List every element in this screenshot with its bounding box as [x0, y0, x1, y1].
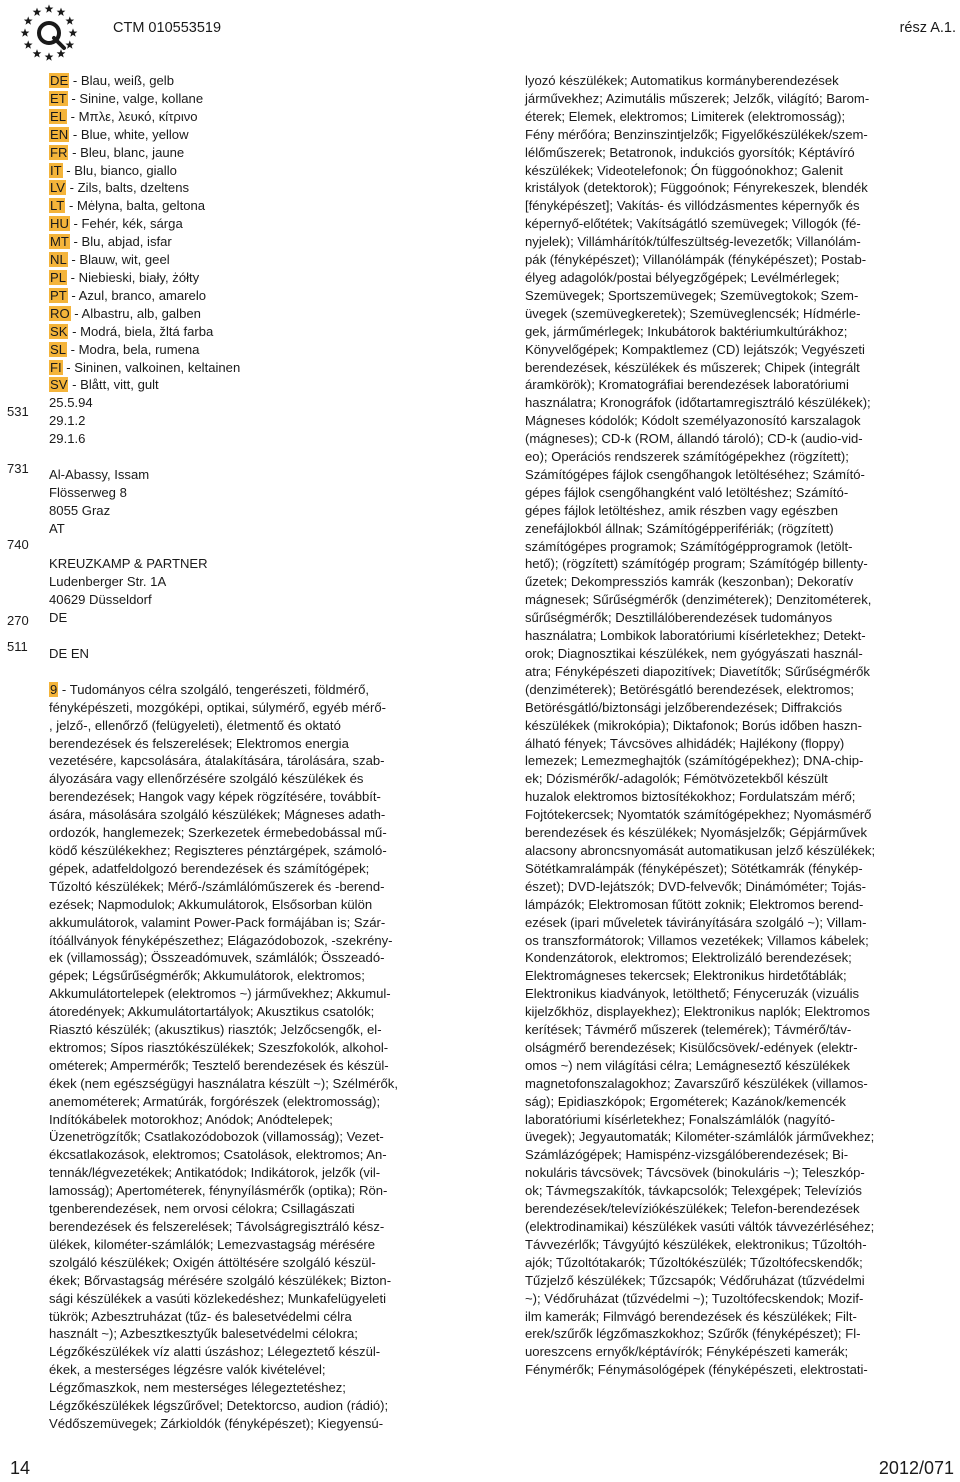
star-icon — [45, 4, 54, 12]
goods-line: Szemüvegek; Sportszemüvegek; Szemüvegtokok; Szem- — [525, 287, 859, 303]
language-code: PT — [50, 287, 67, 303]
goods-line: készülékek (mikrokópia); Diktafonok; Borús időben haszn- — [525, 717, 862, 733]
goods-line: tükrök; Azbesztruházat (tűz- és balesetvédelmi célra — [49, 1308, 352, 1324]
filing-date-line: 25.5.94 — [49, 395, 93, 411]
goods-line: üvegek (szemüvegkeretek); Szemüveglencsék; Hídmérle- — [525, 305, 861, 321]
goods-line: ékek; Bőrvastagság mérésére szolgáló készülékek; Bizton- — [49, 1272, 392, 1288]
goods-line: Légzőmaszkok, nem mesterséges lélegeztetéshez; — [49, 1380, 346, 1396]
goods-line: uoreszcens ernyők/képtávírók; Fényképészeti kamerák; — [525, 1344, 849, 1360]
colour-text: - Mėlyna, balta, geltona — [65, 198, 206, 214]
goods-line: Légzőkészülékek víz alatti úszáshoz; Lélegeztető készül- — [49, 1344, 381, 1360]
star-icon — [45, 52, 54, 60]
goods-line: os transzformátorok; Villamos vezetékek; Villamos kábelek; — [525, 932, 869, 948]
goods-line: ezések (ipari műveletek távirányítására szolgáló ~); Villam- — [525, 914, 867, 930]
colour-entry — [49, 215, 469, 233]
colour-text: - Blu, abjad, isfar — [69, 234, 172, 250]
goods-line: Kondenzátorok, elektromos; Elektrolizáló berendezések; — [525, 950, 852, 966]
colour-text: - Albastru, alb, galben — [70, 305, 201, 321]
colour-entry — [49, 376, 469, 394]
goods-line: ektromos; Sípos riasztókészülékek; Szeszfokolók, alkohol- — [49, 1039, 389, 1055]
language-code: EN — [50, 126, 69, 142]
language-code: FI — [50, 359, 62, 375]
language-code: SL — [50, 341, 67, 357]
goods-line: berendezések; Hangok vagy képek rögzítésére, továbbít- — [49, 789, 381, 805]
goods-line: tennák/légvezetékek; Antikatódok; Indikátorok, jelzők (vil- — [49, 1165, 381, 1181]
goods-line: Elektronikus kiadványok, letölthető; Fényceruzák (vizuális — [525, 986, 860, 1002]
language-code: MT — [50, 234, 69, 250]
goods-line: átoredények; Akkumulátortartályok; Akusztikus csatolók; — [49, 1004, 375, 1020]
goods-line: lamosság); Apertométerek, fénynyílásmérők (optika); Rön- — [49, 1183, 388, 1199]
goods-line: Távvezérlők; Távgyújtó készülékek, elektronikus; Tűzoltóh- — [525, 1236, 867, 1252]
goods-line: fényképészeti, mozgóképi, optikai, súlymérő, egyéb mérő- — [49, 699, 386, 715]
goods-line: álható fények; Távcsöves alhidádék; Hajlékony (floppy) — [525, 735, 845, 751]
colour-text: - Modrá, biela, žltá farba — [68, 323, 214, 339]
goods-line: (denziméterek); Betörésgátló berendezések, elektromos; — [525, 681, 854, 697]
colour-text: - Bleu, blanc, jaune — [68, 144, 185, 160]
euipo-stars-logo — [6, 2, 92, 64]
goods-line: ok; Távmegszakítók, távkapcsolók; Telexgépek; Televíziós — [525, 1183, 862, 1199]
goods-line: észet); DVD-lejátszók; DVD-felvevők; Dinámóméter; Tojás- — [525, 878, 867, 894]
goods-line: zenefájlokból állnak; Számítógépperifériák; (rögzített) — [525, 520, 834, 536]
goods-line: Tűzoltó készülékek; Mérő-/számlálóműszerek és -berend- — [49, 878, 385, 894]
star-icon — [21, 28, 30, 36]
language-code: LT — [50, 198, 65, 214]
field-code-740: 740 — [7, 537, 29, 552]
star-icon — [69, 28, 78, 36]
goods-line: magnetofonszalagokhoz; Zavarszűrő készülékek (villamos- — [525, 1075, 868, 1091]
goods-line: ek; Dózismérők/-adagolók; Fémötvözetekből készült — [525, 771, 828, 787]
goods-line: lámpázók; Elektromosan fűtött zoknik; Elektromos berend- — [525, 896, 864, 912]
goods-line: ködő készülékekhez; Regiszteres pénztárgépek, számoló- — [49, 842, 387, 858]
field-code-270: 270 — [7, 613, 29, 628]
line-spacer — [49, 448, 469, 466]
star-icon — [24, 16, 33, 24]
goods-line: szolgáló készülékek; Oxigén áttöltésére szolgáló készül- — [49, 1254, 376, 1270]
goods-line: használatra; Lombikok laboratóriumi kísérletekhez; Detekt- — [525, 628, 866, 644]
goods-line: berendezések és felszerelések; Távolságregisztráló kész- — [49, 1219, 385, 1234]
goods-text: - Tudományos célra szolgáló, tengerészeti, földmérő, — [58, 681, 370, 697]
goods-line: , jelző-, ellenőrző (felügyeleti), életmentő és oktató — [49, 717, 341, 733]
applicant-line: AT — [49, 520, 65, 536]
goods-line: atra; Fényképészeti diapozitívek; Diavetítők; Sűrűségmérők — [525, 663, 870, 679]
colour-entry — [49, 269, 469, 287]
language-code: RO — [50, 305, 70, 321]
goods-line: berendezések/televíziókészülékek; Telefon-berendezések — [525, 1201, 860, 1217]
goods-line: ométerek; Ampermérők; Tesztelő berendezések és készül- — [49, 1057, 389, 1073]
goods-line: gépek; Légsűrűségmérők; Akkumulátorok, elektromos; — [49, 968, 365, 984]
colour-text: - Blau, weiß, gelb — [69, 73, 174, 88]
colour-entry — [49, 72, 469, 90]
colour-text: - Μπλε, λευκό, κίτρινο — [67, 108, 198, 124]
goods-line: ~); Védőruházat (tűzvédelmi ~); Tuzoltófecskendok; Mozif- — [525, 1290, 864, 1306]
language-code: DE — [50, 73, 69, 88]
goods-line: Számítógépes fájlok csengőhangok letöltéséhez; Számító- — [525, 466, 865, 482]
field-code-531: 531 — [7, 404, 29, 419]
goods-line: készülékek; Videotelefonok; Ón függoónokhoz; Galenit — [525, 162, 843, 178]
goods-line: kerítések; Távmérő műszerek (telemérek); Távmérő/táv- — [525, 1022, 852, 1038]
goods-line: Légzőkészülékek légszűrővel; Detektorcso, audion (rádió); — [49, 1398, 389, 1414]
goods-line: ezések; Napmodulok; Akkumulátorok, Elsősorban külön — [49, 896, 373, 912]
colour-text: - Sinine, valge, kollane — [67, 90, 204, 106]
goods-line: ályozására vagy ellenőrzésére szolgáló készülékek és — [49, 771, 364, 787]
colour-text: - Blått, vitt, gult — [68, 377, 159, 393]
language-code: IT — [50, 162, 62, 178]
bulletin-issue: 2012/071 — [878, 1458, 954, 1478]
colour-entry — [49, 359, 469, 377]
line-spacer — [49, 538, 469, 556]
colour-text: - Sininen, valkoinen, keltainen — [62, 359, 241, 375]
colour-entry — [49, 126, 469, 144]
goods-line: lemezek; Lemezmeghajtók (számítógépekhez); DNA-chip- — [525, 753, 864, 769]
goods-line: nyjelek); Villámhárítók/túlfeszültség-levezetők; Villanólám- — [525, 234, 861, 250]
star-icon — [24, 40, 33, 48]
colour-text: - Fehér, kék, sárga — [69, 216, 183, 232]
nice-class-number: 9 — [50, 681, 58, 697]
goods-line: ékcsatlakozások, elektromos; Csatolások, elektromos; An- — [49, 1147, 387, 1163]
goods-line: alacsony abroncsnyomását automatikusan jelző készülékek; — [525, 842, 876, 858]
goods-line: Védőszemüvegek; Zárkioldók (fényképészet); Kiegyensú- — [49, 1415, 384, 1431]
field-code-511: 511 — [7, 639, 28, 654]
goods-line: sűrűségmérők; Desztillálóberendezések tudományos — [525, 610, 833, 626]
goods-line: Mágneses kódolók; Kódolt személyazonosító karszalagok — [525, 413, 861, 429]
goods-line: használt ~); Azbesztkesztyűk balesetvédelmi célokra; — [49, 1326, 358, 1342]
applicant-line: Al-Abassy, Issam — [49, 466, 150, 482]
goods-line: Fény mérőóra; Benzinszintjelzők; Figyelőkészülékek/szem- — [525, 126, 868, 142]
language-code: SV — [50, 377, 68, 393]
goods-line: kristályok (detektorok); Függoónok; Fényrekeszek, blendék — [525, 180, 868, 196]
language-code: EL — [50, 108, 67, 124]
colour-entry — [49, 323, 469, 341]
applicant-line: 8055 Graz — [49, 502, 111, 518]
language-code: HU — [50, 216, 69, 232]
languages-line: DE EN — [49, 646, 90, 661]
goods-line: képernyő-előtétek; Vakítságátló szemüvegek; Villogók (fé- — [525, 216, 861, 232]
goods-line: anemométerek; Armatúrák, forgórészek (elektromosság); — [49, 1093, 381, 1109]
goods-line: berendezések és felszerelések; Elektromos energia — [49, 735, 349, 751]
language-code: ET — [50, 90, 67, 106]
goods-line: berendezések és készülékek; Nyomásjelzők; Gépjárművek — [525, 825, 868, 841]
colour-text: - Modra, bela, rumena — [67, 341, 200, 357]
goods-line: lyozó készülékek; Automatikus kormányberendezések — [525, 73, 839, 88]
goods-line: erek/szűrők légzőmaszkokhoz; Szűrők (fényképészet); Fl- — [525, 1326, 861, 1342]
goods-line: berendezések, készülékek és műszerek; Chipek (integrált — [525, 359, 860, 375]
colour-text: - Niebieski, biały, żółty — [67, 269, 200, 285]
colour-entry — [49, 162, 469, 180]
applicant-line: Flösserweg 8 — [49, 484, 127, 500]
representative-line: Ludenberger Str. 1A — [49, 574, 167, 590]
goods-line: gépek, adatfeldolgozó berendezések és számítógépek; — [49, 860, 370, 876]
colour-entry — [49, 108, 469, 126]
goods-line: orok; Diagnosztikai készülékek, nem gyógyászati használ- — [525, 646, 863, 661]
representative-line: KREUZKAMP & PARTNER — [49, 556, 208, 572]
goods-line: lélőműszerek; Betatronok, indukciós gyorsítók; Képtávíró — [525, 144, 855, 160]
line-spacer — [49, 627, 469, 645]
colour-entry — [49, 179, 469, 197]
goods-line: Számlázógépek; Hamispénz-vizsgálóberendezések; Bi- — [525, 1147, 849, 1163]
goods-line: olságmérő berendezések; Kisülőcsövek/-edények (elektr- — [525, 1039, 858, 1055]
left-column — [49, 72, 469, 1433]
goods-line: élyeg adagolók/postai bélyegzőgépek; Levélmérlegek; — [525, 269, 840, 285]
goods-line: ítóállványok fényképészethez; Elágazódobozok, -szekrény- — [49, 932, 393, 948]
language-code: SK — [50, 323, 68, 339]
colour-text: - Blauw, wit, geel — [67, 252, 170, 268]
goods-line: számítógépes programok; Számítógépprogramok (letölt- — [525, 538, 853, 554]
colour-entry — [49, 144, 469, 162]
goods-line: eo); Operációs rendszerek számítógépekhez (rögzített); — [525, 449, 849, 465]
goods-line: Tűzjelző készülékek; Tűzcsapók; Védőruházat (tűzvédelmi — [525, 1272, 865, 1288]
goods-line: gépes fájlok csengőhangként való letöltéshez; Számító- — [525, 484, 849, 500]
goods-line: [fényképészet]; Vakítás- és villódzásmentes képernyők és — [525, 198, 860, 214]
goods-line: éterek; Elemek, elektromos; Limiterek (elektromosság); — [525, 108, 846, 124]
star-icon — [57, 8, 66, 16]
goods-line: ására, másolására szolgáló készülékek; Mágneses adath- — [49, 807, 386, 823]
star-icon — [33, 49, 42, 57]
goods-line: űzetek; Dekompressziós kamrák (keszonban); Dekoratív — [525, 574, 854, 590]
filing-date-line: 29.1.2 — [49, 413, 86, 429]
goods-line: sági készülékek a vasúti közlekedéshez; Munkafelügyeleti — [49, 1290, 386, 1306]
language-code: FR — [50, 144, 68, 160]
goods-line: áramkörök); Kromatográfiai berendezések laboratóriumi — [525, 377, 849, 393]
colour-text: - Azul, branco, amarelo — [67, 287, 207, 303]
goods-line: ékek (nem egészségügyi használatra készült ~); Szélmérők, — [49, 1075, 398, 1091]
goods-line: gek, járműmérlegek; Inkubátorok baktériumkultúrákhoz; — [525, 323, 848, 339]
goods-line: nokuláris távcsövek; Távcsövek (binokuláris ~); Teleszkóp- — [525, 1165, 865, 1181]
goods-line: ilm kamerák; Filmvágó berendezések és készülékek; Filt- — [525, 1308, 857, 1324]
star-icon — [57, 49, 66, 57]
filing-date-line: 29.1.6 — [49, 431, 86, 447]
goods-line: ság); Epidiaszkópok; Ergométerek; Kazánok/kemencék — [525, 1093, 846, 1109]
goods-line: vezetésére, kapcsolására, átalakítására, tárolására, szab- — [49, 753, 385, 769]
goods-line: Riasztó készülék; (akusztikus) riasztók; Jelzőcsengők, el- — [49, 1022, 382, 1038]
colour-entry — [49, 287, 469, 305]
representative-line: DE — [49, 610, 68, 626]
goods-line: akkumulátorok, valamint Power-Pack formájában is; Szár- — [49, 914, 386, 930]
colour-entry — [49, 305, 469, 323]
colour-entry — [49, 90, 469, 108]
goods-line: (mágneses); CD-k (ROM, állandó tároló); CD-k (audio-vid- — [525, 431, 863, 447]
right-column — [525, 72, 907, 1379]
star-icon — [33, 8, 42, 16]
goods-line: Üzenetrögzítők; Csatlakozódobozok (villamosság); Vezet- — [49, 1129, 384, 1145]
colour-text: - Blu, bianco, giallo — [62, 162, 177, 178]
goods-first-line — [49, 681, 469, 699]
header-part: rész A.1. — [899, 20, 956, 36]
goods-line: huzalok elektromos biztosítékokhoz; Fordulatszám mérő; — [525, 789, 856, 805]
goods-line: Könyvelőgépek; Kompaktlemez (CD) lejátszók; Vegyészeti — [525, 341, 865, 357]
goods-line: Indítókábelek motorokhoz; Anódok; Anódtelepek; — [49, 1111, 333, 1127]
goods-line: Betörésgátló/biztonsági jelzőberendezések; Diffrakciós — [525, 699, 843, 715]
goods-line: járművekhez; Azimutális műszerek; Jelzők, világító; Barom- — [525, 90, 870, 106]
goods-line: Akkumulátortelepek (elektromos ~) járművekhez; Akkumul- — [49, 986, 391, 1002]
colour-entry — [49, 233, 469, 251]
language-code: NL — [50, 252, 67, 268]
goods-line: Elektromágneses tekercsek; Elektronikus hirdetőtáblák; — [525, 968, 847, 984]
goods-line: gépes fájlok letöltéshez, amik részben vagy egészben — [525, 502, 838, 518]
line-spacer — [49, 663, 469, 681]
language-code: LV — [50, 180, 66, 196]
header-document-id: CTM 010553519 — [113, 20, 222, 36]
star-icon — [65, 16, 74, 24]
goods-line: omos ~) nem világítási célra; Lemágneseztő készülékek — [525, 1057, 850, 1073]
colour-text: - Zils, balts, dzeltens — [66, 180, 190, 196]
goods-line: Fojtótekercsek; Nyomtatók számítógépekhez; Nyomásmérő — [525, 807, 872, 823]
goods-line: használatra; Kronográfok (időtartamregisztráló készülékek); — [525, 395, 871, 411]
language-code: PL — [50, 269, 67, 285]
goods-line: üvegek); Jegyautomaták; Kilométer-számlálók járművekhez; — [525, 1129, 875, 1145]
colour-entry — [49, 197, 469, 215]
goods-line: laboratóriumi kísérletekhez; Fonalszámlálók (nagyító- — [525, 1111, 836, 1127]
colour-entry — [49, 341, 469, 359]
goods-line: pák (fényképészet); Villanólámpák (fényképészet); Postab- — [525, 252, 867, 268]
goods-line: mágnesek; Sűrűségmérők (denziméterek); Denzitométerek, — [525, 592, 872, 608]
goods-line: kijelzőkhöz, displayekhez); Elektronikus naplók; Elektromos — [525, 1004, 870, 1020]
page-number: 14 — [10, 1458, 31, 1478]
colour-text: - Blue, white, yellow — [69, 126, 189, 142]
goods-line: ajók; Tűzoltótakarók; Tűzoltókészülék; Tűzoltófecskendők; — [525, 1254, 863, 1270]
goods-line: ordozók, hanglemezek; Szerkezetek érmebedobással mű- — [49, 825, 387, 841]
star-icon — [65, 40, 74, 48]
representative-line: 40629 Düsseldorf — [49, 592, 152, 608]
goods-line: ek (villamosság); Összeadómuvek, számlálók; Összeadó- — [49, 950, 385, 966]
goods-line: tgenberendezések, nem orvosi célokra; Csillagászati — [49, 1201, 355, 1217]
field-code-731: 731 — [7, 461, 29, 476]
goods-line: ékek, a mesterséges légzésre valók kivételével; — [49, 1362, 326, 1378]
goods-line: hető); (rögzített) számítógép program; Számítógép billenty- — [525, 556, 868, 572]
goods-line: Fénymérők; Fénymásológépek (fényképészeti, elektrostati- — [525, 1362, 868, 1378]
goods-line: Sötétkamralámpák (fényképészet); Sötétkamrák (fénykép- — [525, 860, 863, 876]
colour-entry — [49, 251, 469, 269]
goods-line: (elektrodinamikai) készülékek vasúti váltók távvezérléséhez; — [525, 1219, 875, 1234]
goods-line: ülékek, kilométer-számlálók; Lemezvastagság mérésére — [49, 1236, 376, 1252]
